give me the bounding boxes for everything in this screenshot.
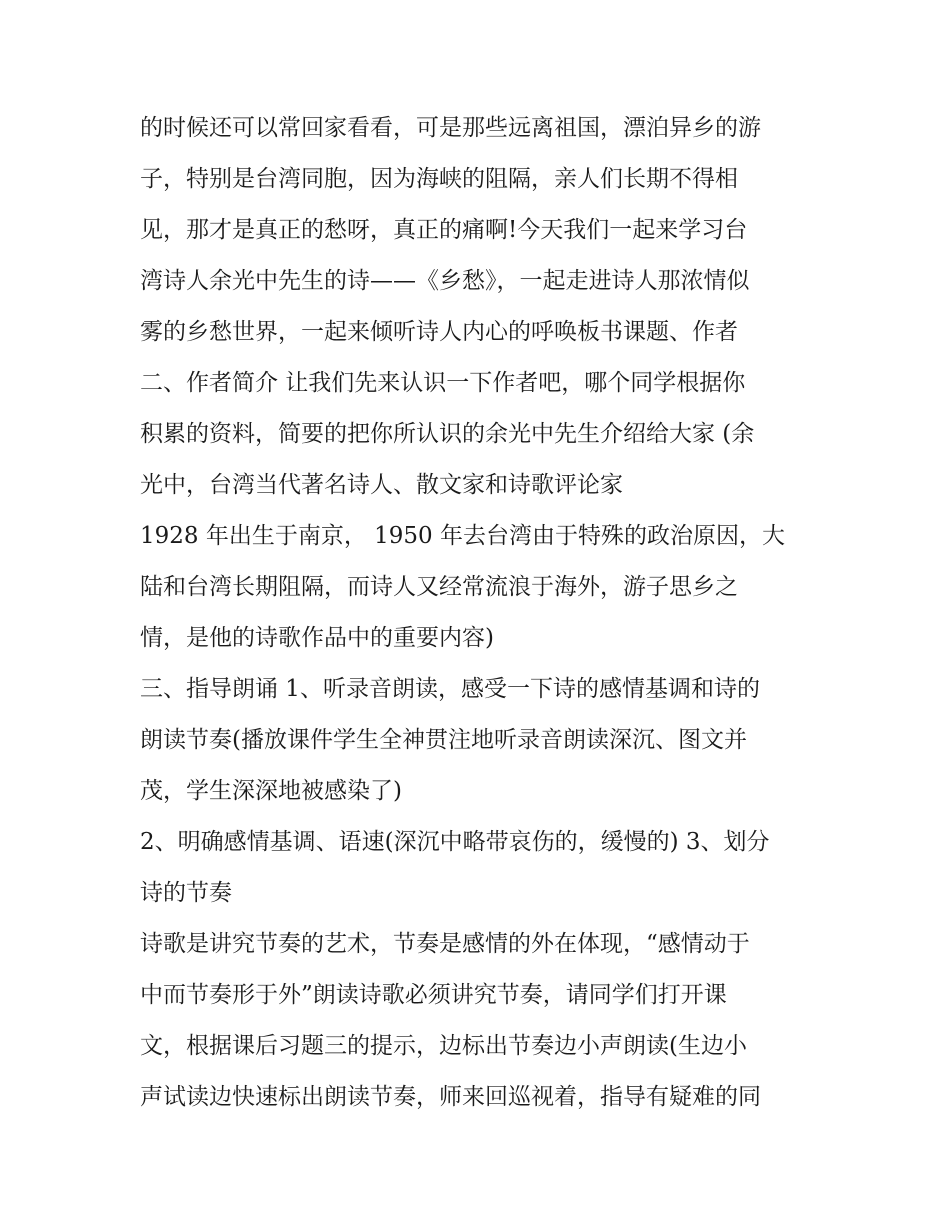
text-line: 陆和台湾长期阻隔，而诗人又经常流浪于海外，游子思乡之 — [140, 574, 738, 600]
text-line: 光中，台湾当代著名诗人、散文家和诗歌评论家 — [140, 472, 623, 498]
text-line: 子，特别是台湾同胞，因为海峡的阻隔，亲人们长期不得相 — [140, 166, 738, 192]
text-line: 文，根据课后习题三的提示，边标出节奏边小声朗读(生边小 — [140, 1033, 747, 1059]
text-line: 情，是他的诗歌作品中的重要内容) — [140, 625, 494, 651]
text-line: 声试读边快速标出朗读节奏，师来回巡视着，指导有疑难的同 — [140, 1084, 761, 1110]
section-heading-reading-guide: 三、指导朗诵 1、听录音朗读，感受一下诗的感情基调和诗的 — [140, 676, 760, 702]
text-line: 见，那才是真正的愁呀，真正的痛啊!今天我们一起来学习台 — [140, 217, 748, 243]
body-text — [140, 103, 820, 1123]
text-line: 诗的节奏 — [140, 880, 232, 906]
text-line: 诗歌是讲究节奏的艺术，节奏是感情的外在体现，“感情动于 — [140, 931, 750, 957]
text-line: 积累的资料，简要的把你所认识的余光中先生介绍给大家 (余 — [140, 421, 755, 447]
text-line: 中而节奏形于外”朗读诗歌必须讲究节奏，请同学们打开课 — [140, 982, 727, 1008]
text-line: 湾诗人余光中先生的诗——《乡愁》，一起走进诗人那浓情似 — [140, 268, 750, 294]
text-line: 2、明确感情基调、语速(深沉中略带哀伤的，缓慢的) 3、划分 — [140, 829, 770, 855]
text-line: 朗读节奏(播放课件学生全神贯注地听录音朗读深沉、图文并 — [140, 727, 747, 753]
text-line: 的时候还可以常回家看看，可是那些远离祖国，漂泊异乡的游 — [140, 115, 761, 141]
text-line: 茂，学生深深地被感染了) — [140, 778, 402, 804]
text-line: 1928 年出生于南京， 1950 年去台湾由于特殊的政治原因，大 — [140, 523, 785, 549]
section-heading-author-intro: 二、作者简介 让我们先来认识一下作者吧，哪个同学根据你 — [140, 370, 746, 396]
text-line: 雾的乡愁世界，一起来倾听诗人内心的呼唤板书课题、作者 — [140, 319, 738, 345]
